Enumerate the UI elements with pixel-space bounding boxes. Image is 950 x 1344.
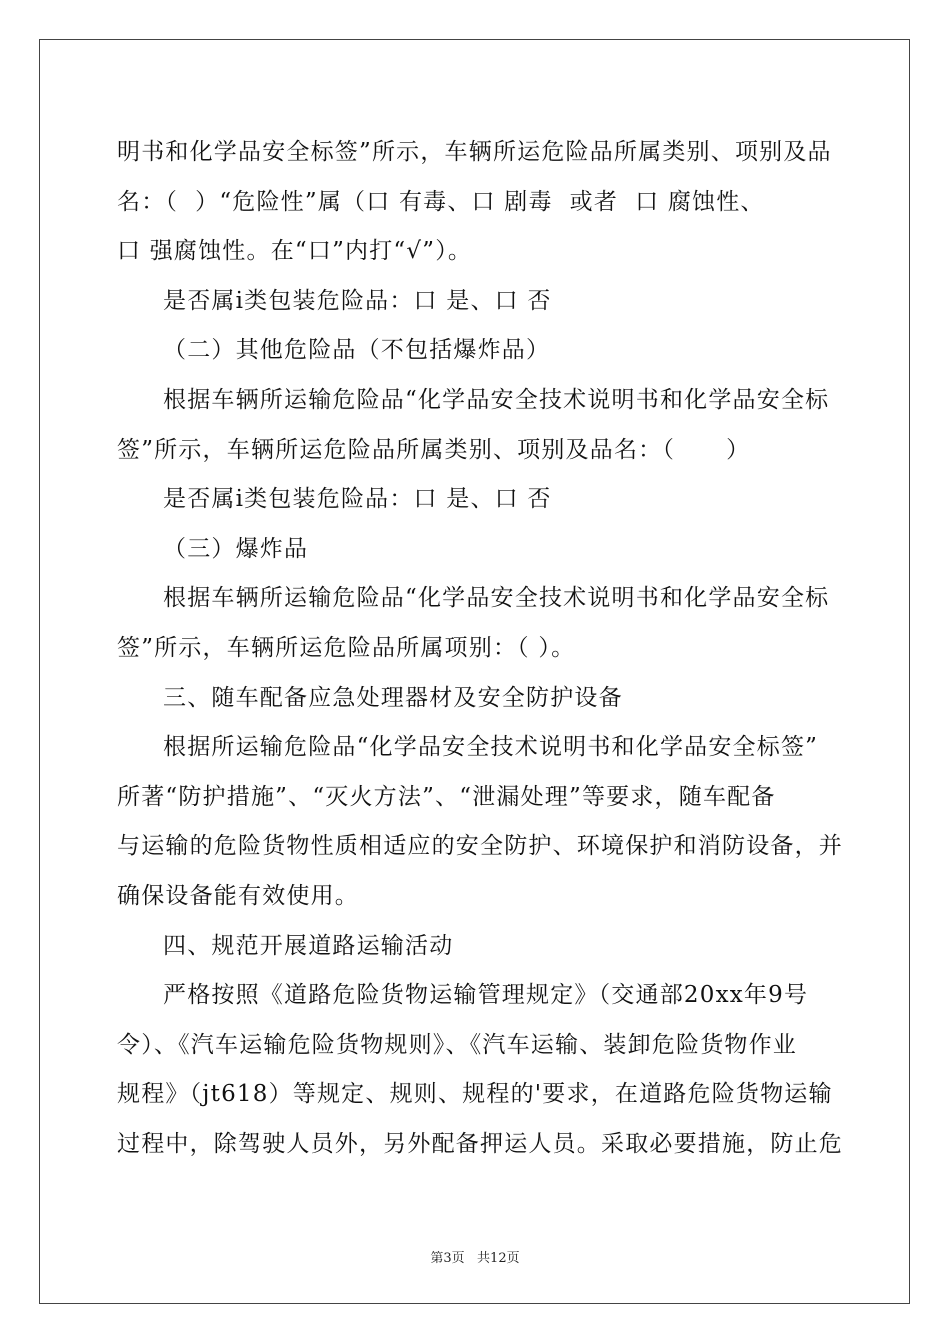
text-line: 与运输的危险货物性质相适应的安全防护、环境保护和消防设备，并 bbox=[117, 833, 843, 860]
text-line: 明书和化学品安全标签”所示，车辆所运危险品所属类别、项别及品 bbox=[117, 139, 832, 165]
text-line: 根据车辆所运输危险品“化学品安全技术说明书和化学品安全标 bbox=[163, 585, 830, 612]
text-line: 签”所示，车辆所运危险品所属类别、项别及品名：（ ） bbox=[117, 436, 751, 463]
text-line: 签”所示，车辆所运危险品所属项别：（ ）。 bbox=[117, 634, 576, 661]
text-line: 根据所运输危险品“化学品安全技术说明书和化学品安全标签” bbox=[163, 734, 819, 761]
section-heading: （二）其他危险品（不包括爆炸品） bbox=[163, 337, 551, 364]
section-heading: 三、随车配备应急处理器材及安全防护设备 bbox=[163, 684, 623, 711]
text-line: 根据车辆所运输危险品“化学品安全技术说明书和化学品安全标 bbox=[163, 386, 830, 413]
text-line: 确保设备能有效使用。 bbox=[117, 882, 359, 909]
text-line: 是否属i类包装危险品：口 是、口 否 bbox=[163, 486, 552, 513]
text-line: 严格按照《道路危险货物运输管理规定》（交通部20xx年9号 bbox=[163, 982, 809, 1009]
text-line: 名：（ ）“危险性”属（口 有毒、口 剧毒 或者 口 腐蚀性、 bbox=[117, 188, 765, 215]
text-line: 是否属i类包装危险品：口 是、口 否 bbox=[163, 287, 552, 314]
text-line: 口 强腐蚀性。在“口”内打“√”）。 bbox=[117, 238, 473, 265]
section-heading: 四、规范开展道路运输活动 bbox=[163, 932, 454, 959]
page-number-footer: 第3页 共12页 bbox=[430, 1251, 520, 1266]
text-line: 令）、《汽车运输危险货物规则》、《汽车运输、装卸危险货物作业 bbox=[117, 1031, 797, 1058]
section-heading: （三）爆炸品 bbox=[163, 535, 309, 562]
text-line: 所著“防护措施”、“灭火方法”、“泄漏处理”等要求，随车配备 bbox=[117, 783, 776, 810]
text-line: 规程》（jt618）等规定、规则、规程的'要求，在道路危险货物运输 bbox=[117, 1081, 833, 1108]
document-body bbox=[117, 128, 843, 1169]
text-line: 过程中，除驾驶人员外，另外配备押运人员。采取必要措施，防止危 bbox=[117, 1130, 843, 1157]
